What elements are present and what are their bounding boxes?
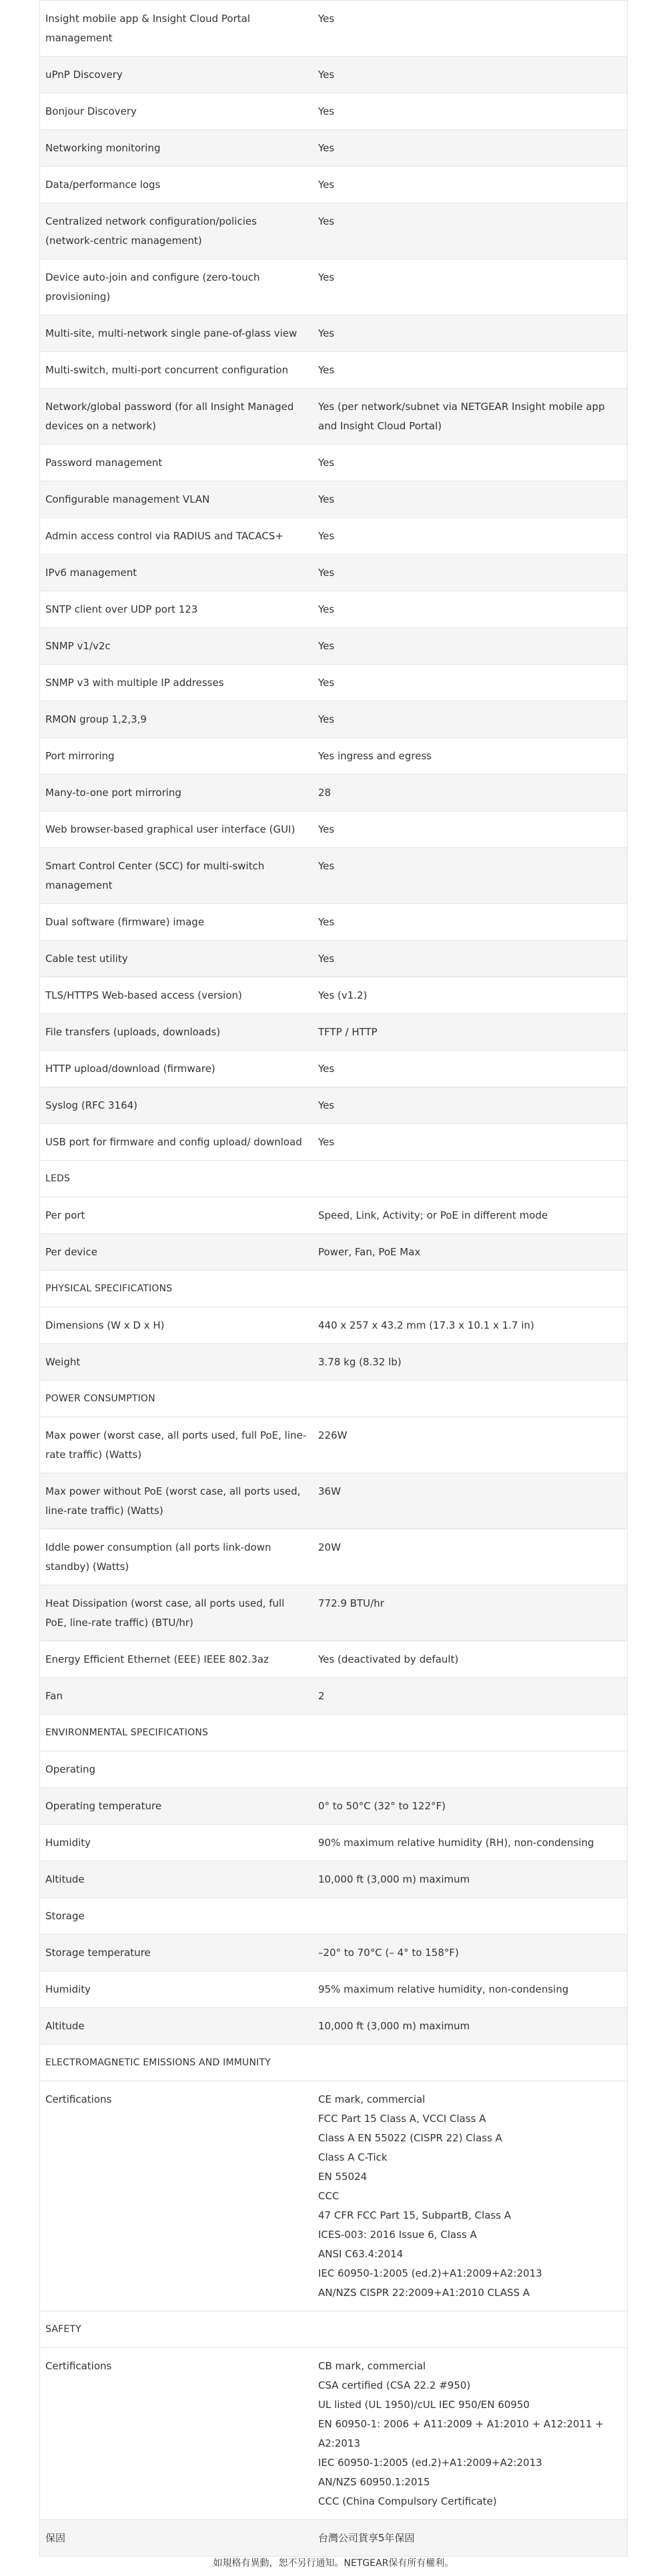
spec-value: Yes (deactivated by default): [318, 1653, 459, 1665]
spec-label: Fan: [45, 1690, 63, 1702]
spec-label: SNMP v1/v2c: [45, 640, 111, 652]
spec-row: [39, 57, 628, 93]
spec-label: Per port: [45, 1209, 85, 1221]
spec-label: Max power (worst case, all ports used, full PoE, line-rate traffic) (Watts): [45, 1429, 307, 1461]
spec-label: RMON group 1,2,3,9: [45, 713, 147, 725]
spec-label: Altitude: [45, 2020, 85, 2032]
spec-label: uPnP Discovery: [45, 69, 123, 81]
spec-row: [39, 1197, 628, 1234]
spec-label: Certifications: [45, 2093, 112, 2105]
spec-value: Yes: [318, 916, 335, 928]
spec-value: 20W: [318, 1541, 341, 1553]
spec-value: 0° to 50°C (32° to 122°F): [318, 1800, 446, 1812]
spec-value: Yes: [318, 677, 335, 689]
spec-value: Yes: [318, 13, 335, 25]
spec-row: [39, 1529, 628, 1585]
spec-row: [39, 1788, 628, 1825]
footer-notice: 如規格有異動，恕不另行通知。NETGEAR保有所有權利。: [213, 2558, 454, 2569]
spec-row: [39, 445, 628, 481]
spec-row: [39, 555, 628, 591]
spec-value: Yes: [318, 142, 335, 154]
section-title: PHYSICAL SPECIFICATIONS: [45, 1283, 173, 1294]
spec-value: Yes: [318, 327, 335, 339]
spec-value: 28: [318, 787, 331, 799]
spec-label: Device auto-join and configure (zero-touch provisioning): [45, 271, 260, 303]
spec-value: Yes: [318, 1063, 335, 1075]
spec-label: Web browser-based graphical user interface (GUI): [45, 823, 295, 835]
spec-row: [39, 2008, 628, 2045]
spec-label: SNTP client over UDP port 123: [45, 603, 198, 615]
spec-row: [39, 1, 628, 57]
spec-row: [39, 259, 628, 315]
spec-row: [39, 1935, 628, 1971]
spec-label: Networking monitoring: [45, 142, 161, 154]
spec-row: [39, 1344, 628, 1381]
spec-value: TFTP / HTTP: [318, 1026, 378, 1038]
section-title: SAFETY: [45, 2324, 81, 2335]
spec-row: [39, 1971, 628, 2008]
spec-value: CE mark, commercial FCC Part 15 Class A, VCCI Class A Class A EN 55022 (CISPR 22) Class A Class A C-Tick EN 55024 CCC 47 CFR FCC Part 15, SubpartB, Class A ICES-003: 2016 Issue 6, Class A ANSI C63.4:2014 IEC 60950-1:2005 (ed.2)+A1:2009+A2:2013 AN/NZS CISPR 22:2009+A1:2010 CLASS A: [318, 2093, 542, 2299]
spec-row: [39, 389, 628, 445]
spec-value: Yes: [318, 530, 335, 542]
spec-value: Yes: [318, 364, 335, 376]
spec-label: Storage temperature: [45, 1947, 151, 1959]
spec-label: Insight mobile app & Insight Cloud Portal management: [45, 13, 251, 44]
spec-row: [39, 941, 628, 977]
spec-label: Heat Dissipation (worst case, all ports used, full PoE, line-rate traffic) (BTU/hr): [45, 1597, 285, 1629]
spec-row: [39, 665, 628, 701]
spec-value: [313, 1751, 627, 1787]
section-header: [39, 2311, 628, 2348]
section-title: LEDS: [45, 1173, 71, 1184]
spec-row: [39, 2520, 628, 2557]
spec-label: TLS/HTTPS Web-based access (version): [45, 989, 242, 1001]
spec-value: Power, Fan, PoE Max: [318, 1246, 421, 1258]
spec-value: 台灣公司貨享5年保固: [318, 2532, 415, 2544]
spec-label: Dimensions (W x D x H): [45, 1319, 165, 1331]
spec-row: [39, 904, 628, 941]
spec-row: [39, 775, 628, 811]
spec-value: Yes (v1.2): [318, 989, 368, 1001]
spec-row: [39, 481, 628, 518]
spec-row: [39, 1678, 628, 1715]
section-title: ENVIRONMENTAL SPECIFICATIONS: [45, 1727, 209, 1738]
spec-row: [39, 628, 628, 665]
spec-value: Yes: [318, 105, 335, 117]
spec-value: Yes: [318, 603, 335, 615]
section-header: [39, 1271, 628, 1307]
section-header: [39, 1715, 628, 1751]
spec-label: Humidity: [45, 1983, 91, 1995]
spec-value: 90% maximum relative humidity (RH), non-condensing: [318, 1837, 594, 1849]
spec-value: Yes: [318, 860, 335, 872]
spec-label: Syslog (RFC 3164): [45, 1099, 138, 1111]
spec-row: [39, 1898, 628, 1935]
spec-row: [39, 1417, 628, 1473]
section-title: POWER CONSUMPTION: [45, 1393, 155, 1404]
spec-label: Dual software (firmware) image: [45, 916, 205, 928]
spec-value: Yes: [318, 457, 335, 469]
spec-value: 95% maximum relative humidity, non-condensing: [318, 1983, 569, 1995]
spec-value: 10,000 ft (3,000 m) maximum: [318, 2020, 470, 2032]
spec-row: [39, 167, 628, 203]
spec-label: Operating: [45, 1763, 95, 1775]
spec-value: Yes: [318, 179, 335, 191]
spec-row: [39, 1307, 628, 1344]
spec-row: [39, 1234, 628, 1271]
spec-row: [39, 1585, 628, 1641]
spec-row: [39, 1014, 628, 1051]
spec-value: CB mark, commercial CSA certified (CSA 22.2 #950) UL listed (UL 1950)/cUL IEC 950/EN 60950 EN 60950-1: 2006 + A11:2009 + A1:2010 + A12:2011 + A2:2013 IEC 60950-1:2005 (ed.2)+A1:2009+A2:2013 AN/NZS 60950.1:2015 CCC (China Compulsory Certificate): [318, 2360, 604, 2507]
spec-value: Yes (per network/subnet via NETGEAR Insight mobile app and Insight Cloud Portal): [318, 401, 605, 432]
spec-label: Multi-site, multi-network single pane-of-glass view: [45, 327, 297, 339]
spec-label: Storage: [45, 1910, 85, 1922]
spec-row: [39, 1473, 628, 1529]
spec-value: Yes: [318, 713, 335, 725]
spec-row: [39, 1825, 628, 1861]
spec-row: [39, 738, 628, 775]
spec-row: [39, 848, 628, 904]
spec-row: [39, 1124, 628, 1161]
spec-label: Data/performance logs: [45, 179, 161, 191]
spec-value: 440 x 257 x 43.2 mm (17.3 x 10.1 x 1.7 in): [318, 1319, 534, 1331]
spec-label: Smart Control Center (SCC) for multi-switch management: [45, 860, 265, 891]
spec-row: [39, 93, 628, 130]
section-title: ELECTROMAGNETIC EMISSIONS AND IMMUNITY: [45, 2057, 271, 2068]
spec-value: Yes: [318, 823, 335, 835]
spec-row: [39, 977, 628, 1014]
spec-value: Yes: [318, 1136, 335, 1148]
spec-label: Per device: [45, 1246, 97, 1258]
spec-label: IPv6 management: [45, 567, 137, 579]
spec-label: Iddle power consumption (all ports link-down standby) (Watts): [45, 1541, 271, 1573]
section-header: [39, 2045, 628, 2081]
spec-value: Yes: [318, 567, 335, 579]
spec-value: Yes: [318, 215, 335, 227]
spec-value: Yes: [318, 69, 335, 81]
spec-label: Bonjour Discovery: [45, 105, 137, 117]
spec-row: [39, 2348, 628, 2520]
spec-value: Yes: [318, 640, 335, 652]
spec-label: Humidity: [45, 1837, 91, 1849]
spec-row: [39, 1751, 628, 1788]
spec-value: Speed, Link, Activity; or PoE in different mode: [318, 1209, 548, 1221]
spec-label: Max power without PoE (worst case, all ports used, line-rate traffic) (Watts): [45, 1485, 301, 1517]
spec-label: Cable test utility: [45, 953, 128, 965]
spec-label: Weight: [45, 1356, 81, 1368]
spec-row: [39, 1087, 628, 1124]
spec-row: [39, 352, 628, 389]
spec-value: Yes: [318, 1099, 335, 1111]
spec-row: [39, 811, 628, 848]
spec-label: Energy Efficient Ethernet (EEE) IEEE 802.3az: [45, 1653, 269, 1665]
spec-label: Many-to-one port mirroring: [45, 787, 181, 799]
spec-label: 保固: [45, 2532, 66, 2544]
spec-value: 226W: [318, 1429, 348, 1441]
spec-value: Yes: [318, 953, 335, 965]
spec-value: 10,000 ft (3,000 m) maximum: [318, 1873, 470, 1885]
spec-value: –20° to 70°C (– 4° to 158°F): [318, 1947, 459, 1959]
spec-label: Centralized network configuration/policies (network-centric management): [45, 215, 257, 247]
spec-row: [39, 315, 628, 352]
spec-row: [39, 1051, 628, 1087]
spec-value: 3.78 kg (8.32 lb): [318, 1356, 402, 1368]
spec-value: 2: [318, 1690, 325, 1702]
spec-row: [39, 1641, 628, 1678]
spec-table: [39, 0, 628, 2557]
spec-label: USB port for firmware and config upload/ download: [45, 1136, 302, 1148]
spec-row: [39, 1861, 628, 1898]
spec-value: Yes: [318, 493, 335, 505]
spec-row: [39, 701, 628, 738]
spec-row: [39, 518, 628, 555]
spec-value: [313, 1898, 627, 1934]
spec-label: Admin access control via RADIUS and TACACS+: [45, 530, 283, 542]
spec-label: Operating temperature: [45, 1800, 162, 1812]
spec-label: File transfers (uploads, downloads): [45, 1026, 221, 1038]
spec-label: Altitude: [45, 1873, 85, 1885]
spec-value: Yes: [318, 271, 335, 283]
spec-label: Certifications: [45, 2360, 112, 2372]
spec-label: Multi-switch, multi-port concurrent configuration: [45, 364, 289, 376]
spec-row: [39, 591, 628, 628]
spec-label: Configurable management VLAN: [45, 493, 210, 505]
spec-row: [39, 130, 628, 167]
spec-label: Password management: [45, 457, 163, 469]
spec-label: Network/global password (for all Insight Managed devices on a network): [45, 401, 294, 432]
section-header: [39, 1381, 628, 1417]
section-header: [39, 1161, 628, 1197]
spec-value: Yes ingress and egress: [318, 750, 432, 762]
spec-label: HTTP upload/download (firmware): [45, 1063, 215, 1075]
spec-value: 36W: [318, 1485, 341, 1497]
spec-label: SNMP v3 with multiple IP addresses: [45, 677, 224, 689]
spec-label: Port mirroring: [45, 750, 115, 762]
spec-row: [39, 203, 628, 259]
spec-row: [39, 2081, 628, 2311]
spec-value: 772.9 BTU/hr: [318, 1597, 384, 1609]
